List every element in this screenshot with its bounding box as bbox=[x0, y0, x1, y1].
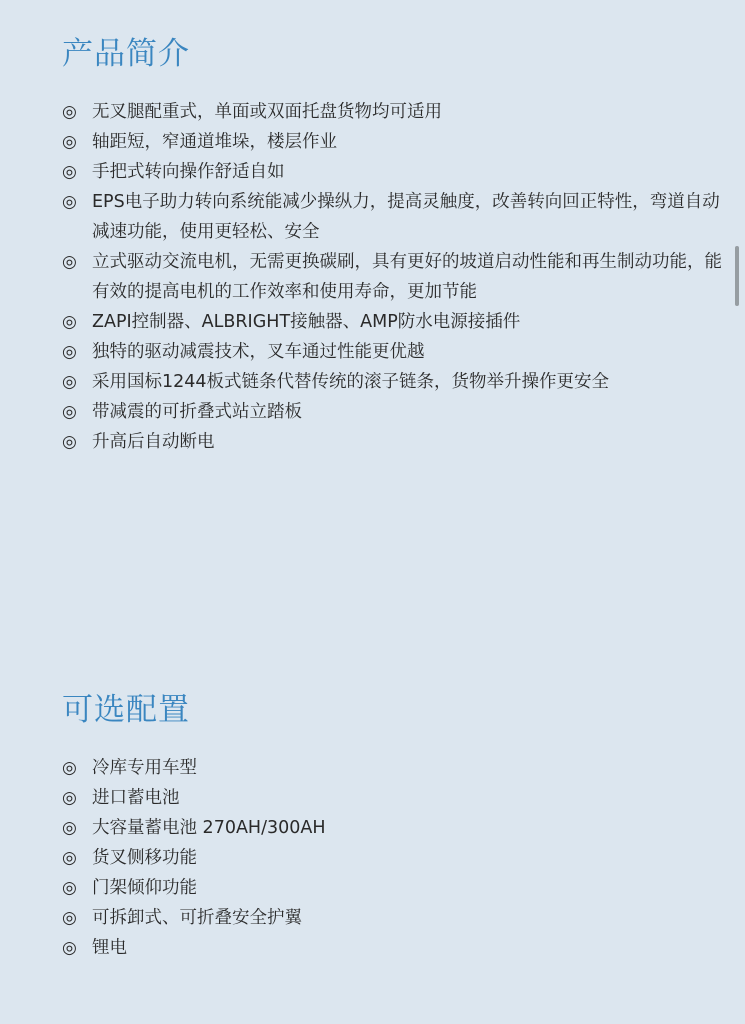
intro-list bbox=[62, 97, 722, 457]
list-item bbox=[62, 873, 722, 903]
scrollbar-thumb[interactable] bbox=[735, 246, 739, 306]
list-item-text: EPS电子助力转向系统能减少操纵力，提高灵触度，改善转向回正特性，弯道自动减速功能，使用更轻松、安全 bbox=[92, 192, 720, 242]
bullet-icon: ◎ bbox=[62, 312, 77, 332]
bullet-icon: ◎ bbox=[62, 758, 77, 778]
bullet-icon: ◎ bbox=[62, 938, 77, 958]
list-item-text: 锂电 bbox=[92, 938, 127, 958]
bullet-icon: ◎ bbox=[62, 402, 77, 422]
list-item-text: 货叉侧移功能 bbox=[92, 848, 197, 868]
bullet-icon: ◎ bbox=[62, 818, 77, 838]
bullet-icon: ◎ bbox=[62, 848, 77, 868]
bullet-icon: ◎ bbox=[62, 372, 77, 392]
list-item-text: 轴距短，窄通道堆垛，楼层作业 bbox=[92, 132, 337, 152]
list-item-text: 手把式转向操作舒适自如 bbox=[92, 162, 285, 182]
list-item-text: 进口蓄电池 bbox=[92, 788, 180, 808]
list-item bbox=[62, 813, 722, 843]
bullet-icon: ◎ bbox=[62, 908, 77, 928]
list-item bbox=[62, 397, 722, 427]
list-item-text: 大容量蓄电池 270AH/300AH bbox=[92, 818, 326, 838]
list-item-text: 采用国标1244板式链条代替传统的滚子链条，货物举升操作更安全 bbox=[92, 372, 610, 392]
bullet-icon: ◎ bbox=[62, 878, 77, 898]
options-list bbox=[62, 753, 722, 963]
list-item bbox=[62, 783, 722, 813]
list-item bbox=[62, 427, 722, 457]
list-item bbox=[62, 903, 722, 933]
list-item bbox=[62, 337, 722, 367]
bullet-icon: ◎ bbox=[62, 342, 77, 362]
intro-section bbox=[62, 34, 722, 457]
options-section bbox=[62, 690, 722, 963]
list-item bbox=[62, 157, 722, 187]
list-item bbox=[62, 187, 722, 247]
list-item-text: 升高后自动断电 bbox=[92, 432, 215, 452]
bullet-icon: ◎ bbox=[62, 102, 77, 122]
list-item bbox=[62, 127, 722, 157]
bullet-icon: ◎ bbox=[62, 788, 77, 808]
list-item bbox=[62, 843, 722, 873]
list-item bbox=[62, 247, 722, 307]
options-title: 可选配置 bbox=[62, 692, 190, 728]
list-item-text: 带减震的可折叠式站立踏板 bbox=[92, 402, 302, 422]
list-item-text: 可拆卸式、可折叠安全护翼 bbox=[92, 908, 302, 928]
list-item-text: 独特的驱动减震技术，叉车通过性能更优越 bbox=[92, 342, 425, 362]
bullet-icon: ◎ bbox=[62, 432, 77, 452]
bullet-icon: ◎ bbox=[62, 192, 77, 212]
list-item-text: 门架倾仰功能 bbox=[92, 878, 197, 898]
list-item-text: 无叉腿配重式，单面或双面托盘货物均可适用 bbox=[92, 102, 442, 122]
list-item bbox=[62, 97, 722, 127]
list-item-text: 立式驱动交流电机，无需更换碳刷，具有更好的坡道启动性能和再生制动功能，能有效的提高电机的工作效率和使用寿命，更加节能 bbox=[92, 252, 722, 302]
intro-title: 产品简介 bbox=[62, 36, 190, 72]
bullet-icon: ◎ bbox=[62, 162, 77, 182]
bullet-icon: ◎ bbox=[62, 252, 77, 272]
list-item bbox=[62, 933, 722, 963]
list-item bbox=[62, 367, 722, 397]
bullet-icon: ◎ bbox=[62, 132, 77, 152]
list-item-text: ZAPI控制器、ALBRIGHT接触器、AMP防水电源接插件 bbox=[92, 312, 521, 332]
list-item-text: 冷库专用车型 bbox=[92, 758, 197, 778]
list-item bbox=[62, 753, 722, 783]
list-item bbox=[62, 307, 722, 337]
